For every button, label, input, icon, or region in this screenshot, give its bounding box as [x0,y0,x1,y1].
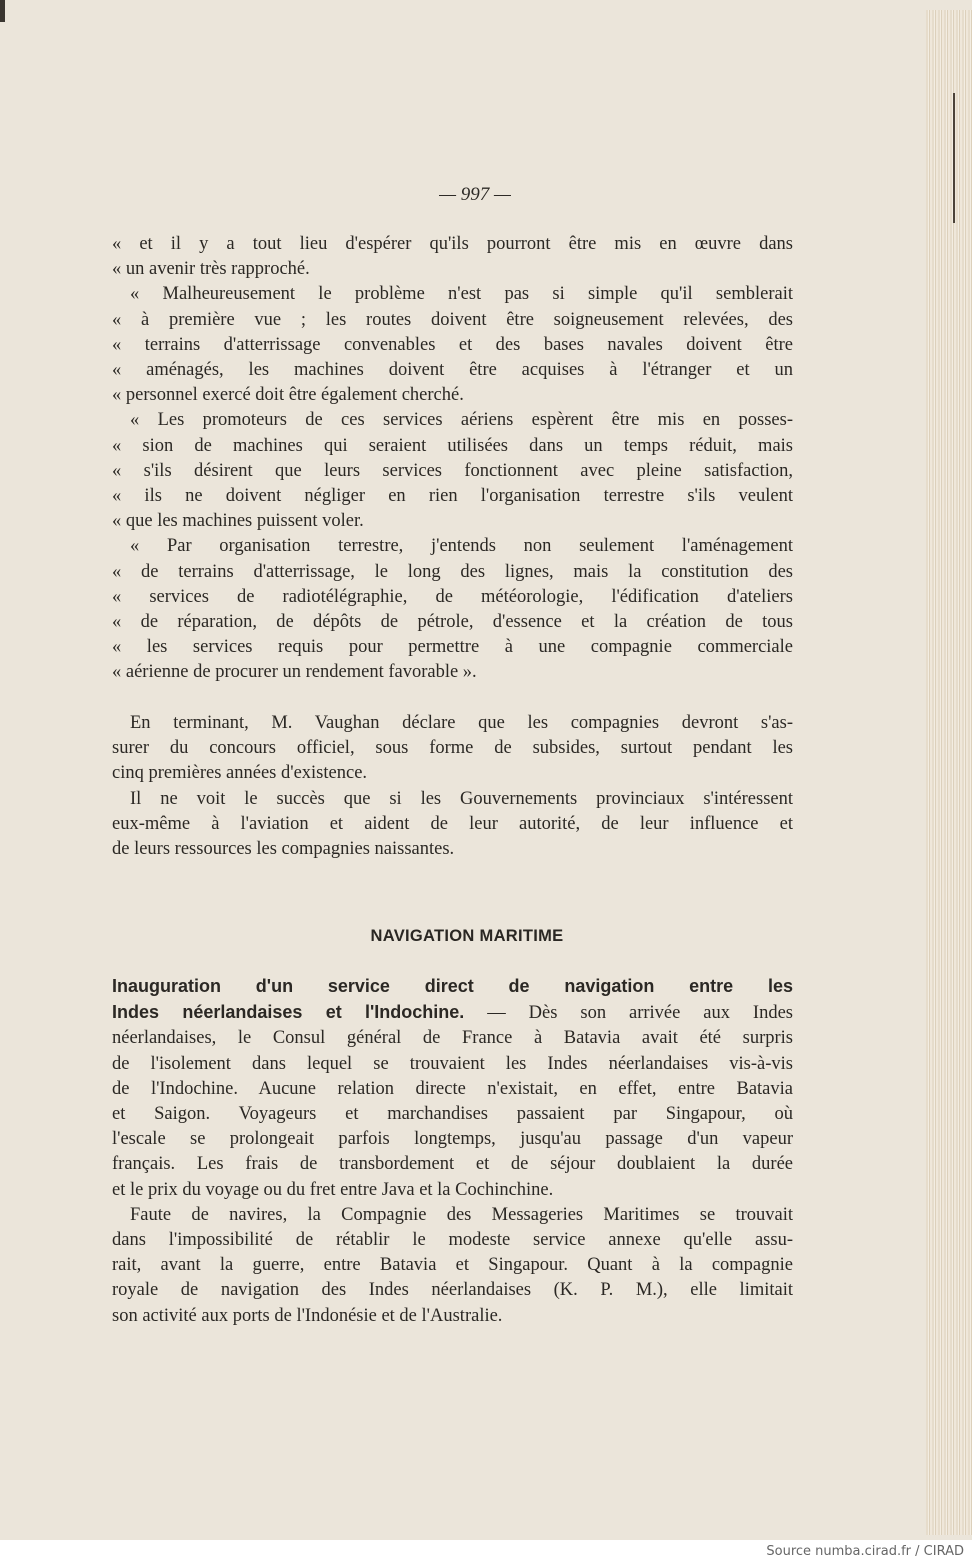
text-line [112,736,793,761]
text-line [112,408,793,433]
line-text: « que les machines puissent voler. [112,511,364,532]
line-text: « aérienne de procurer un rendement favorable ». [112,662,477,683]
text-line [112,459,793,484]
line-text: « terrains d'atterrissage convenables et des bases navales doivent être [112,334,793,355]
line-text: — Dès son arrivée aux Indes [464,1003,793,1024]
line-text: français. Les frais de transbordement et de séjour doublaient la durée [112,1154,793,1175]
text-line [112,1000,793,1026]
source-credit: Source numba.cirad.fr / CIRAD [766,1544,964,1559]
line-text: de l'Indochine. Aucune relation directe n'existait, en effet, entre Batavia [112,1078,793,1099]
line-text: Il ne voit le succès que si les Gouvernements provinciaux s'intéressent [130,788,793,809]
line-text: « ils ne doivent négliger en rien l'organisation terrestre s'ils veulent [112,486,793,507]
binding-shadow [0,0,5,22]
line-text: « Les promoteurs de ces services aériens espèrent être mis en posses- [130,410,793,431]
closing-paragraphs [112,711,793,862]
line-text: néerlandaises, le Consul général de France à Batavia avait été surpris [112,1028,793,1049]
text-line [112,1127,793,1152]
text-line [112,1077,793,1102]
text-line [112,257,793,282]
text-line [112,1253,793,1278]
article-title: Indes néerlandaises et l'Indochine. [112,1002,465,1023]
line-text: « les services requis pour permettre à une compagnie commerciale [112,637,793,658]
line-text: « un avenir très rapproché. [112,259,310,280]
text-line [112,308,793,333]
text-line [112,761,793,786]
line-text: « services de radiotélégraphie, de météorologie, l'édification d'ateliers [112,586,793,607]
section-body [112,974,793,1329]
line-text: « de terrains d'atterrissage, le long des lignes, mais la constitution des [112,561,793,582]
line-text: de l'isolement dans lequel se trouvaient les Indes néerlandaises vis-à-vis [112,1053,793,1074]
text-line [112,1304,793,1329]
text-line [112,1152,793,1177]
text-line [112,484,793,509]
text-line [112,560,793,585]
text-line [112,711,793,736]
line-text: Faute de navires, la Compagnie des Messageries Maritimes se trouvait [130,1204,793,1225]
text-line [112,358,793,383]
text-line [112,1203,793,1228]
text-line [112,509,793,534]
line-text: rait, avant la guerre, entre Batavia et Singapour. Quant à la compagnie [112,1255,793,1276]
book-page-edges [926,10,972,1535]
line-text: « aménagés, les machines doivent être acquises à l'étranger et un [112,360,793,381]
text-line [112,787,793,812]
line-text: royale de navigation des Indes néerlandaises (K. P. M.), elle limitait [112,1280,793,1301]
line-text: « Malheureusement le problème n'est pas si simple qu'il semblerait [130,284,793,305]
text-line [112,1178,793,1203]
text-line [112,1052,793,1077]
text-line [112,232,793,257]
line-text: et le prix du voyage ou du fret entre Java et la Cochinchine. [112,1179,554,1200]
text-line [112,585,793,610]
line-text: dans l'impossibilité de rétablir le modeste service annexe qu'elle assu- [112,1230,793,1251]
line-text: « à première vue ; les routes doivent être soigneusement relevées, des [112,309,793,330]
line-text: « Par organisation terrestre, j'entends non seulement l'aménagement [130,536,793,557]
section-heading: NAVIGATION MARITIME [370,927,564,945]
text-line [112,660,793,685]
text-line [112,812,793,837]
text-line [112,383,793,408]
text-line [112,610,793,635]
line-text: l'escale se prolongeait parfois longtemps, jusqu'au passage d'un vapeur [112,1129,793,1150]
text-line [112,282,793,307]
line-text: « personnel exercé doit être également cherché. [112,385,464,406]
text-line [112,974,793,1000]
page-edge-mark [953,93,955,223]
text-line [112,1278,793,1303]
line-text: de leurs ressources les compagnies naissantes. [112,839,455,860]
text-line [112,434,793,459]
line-text: « s'ils désirent que leurs services fonctionnent avec pleine satisfaction, [112,460,793,481]
text-line [112,635,793,660]
text-line [112,1228,793,1253]
line-text: « sion de machines qui seraient utilisées dans un temps réduit, mais [112,435,793,456]
text-line [112,1026,793,1051]
text-line [112,333,793,358]
line-text: et Saigon. Voyageurs et marchandises passaient par Singapour, où [112,1104,793,1125]
text-line [112,837,793,862]
article-title: Inauguration d'un service direct de navigation entre les [112,976,793,996]
page-number: — 997 — [439,184,511,205]
text-line [112,1102,793,1127]
line-text: surer du concours officiel, sous forme de subsides, surtout pendant les [112,738,793,759]
line-text: cinq premières années d'existence. [112,763,368,784]
quoted-speech-block [112,232,793,686]
line-text: En terminant, M. Vaughan déclare que les compagnies devront s'as- [130,713,793,733]
text-line [112,534,793,559]
line-text: « de réparation, de dépôts de pétrole, d'essence et la création de tous [112,612,793,633]
line-text: « et il y a tout lieu d'espérer qu'ils pourront être mis en œuvre dans [112,234,793,254]
line-text: eux-même à l'aviation et aident de leur autorité, de leur influence et [112,813,793,834]
line-text: son activité aux ports de l'Indonésie et de l'Australie. [112,1305,503,1326]
